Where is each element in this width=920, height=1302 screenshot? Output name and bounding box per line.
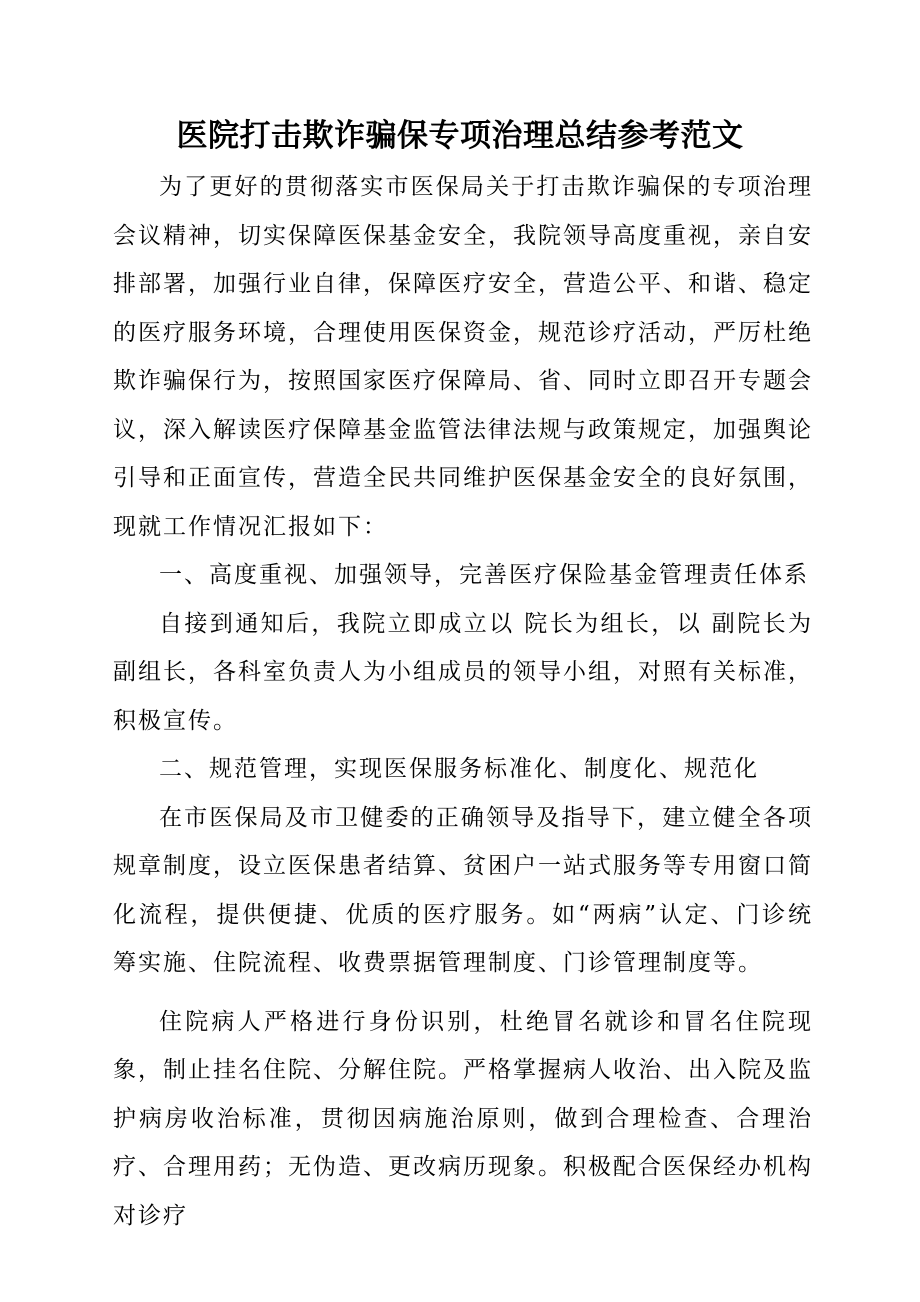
paragraph-section-1: 自接到通知后，我院立即成立以 院长为组长，以 副院长为副组长，各科室负责人为小组成员的领导小组，对照有关标准，积极宣传。 — [113, 610, 813, 734]
document-title: 医院打击欺诈骗保专项治理总结参考范文 — [176, 118, 744, 154]
section-heading-2: 二、规范管理，实现医保服务标准化、制度化、规范化 — [159, 756, 759, 782]
section-heading-1: 一、高度重视、加强领导，完善医疗保险基金管理责任体系 — [159, 562, 809, 588]
paragraph-inpatient: 住院病人严格进行身份识别，杜绝冒名就诊和冒名住院现象，制止挂名住院、分解住院。严格掌握病人收治、出入院及监护病房收治标准，贯彻因病施治原则，做到合理检查、合理治疗、合理用药；无伪造、更改病历现象。积极配合医保经办机构对诊疗 — [113, 1008, 813, 1229]
paragraph-section-2: 在市医保局及市卫健委的正确领导及指导下，建立健全各项规章制度，设立医保患者结算、贫困户一站式服务等专用窗口简化流程，提供便捷、优质的医疗服务。如“两病”认定、门诊统筹实施、住院流程、收费票据管理制度、门诊管理制度等。 — [113, 804, 813, 976]
document-body — [113, 163, 813, 1240]
paragraph-intro: 为了更好的贯彻落实市医保局关于打击欺诈骗保的专项治理会议精神，切实保障医保基金安全，我院领导高度重视，亲自安排部署，加强行业自律，保障医疗安全，营造公平、和谐、稳定的医疗服务环境，合理使用医保资金，规范诊疗活动，严厉杜绝欺诈骗保行为，按照国家医疗保障局、省、同时立即召开专题会议，深入解读医疗保障基金监管法律法规与政策规定，加强舆论引导和正面宣传，营造全民共同维护医保基金安全的良好氛围，现就工作情况汇报如下： — [113, 174, 813, 540]
